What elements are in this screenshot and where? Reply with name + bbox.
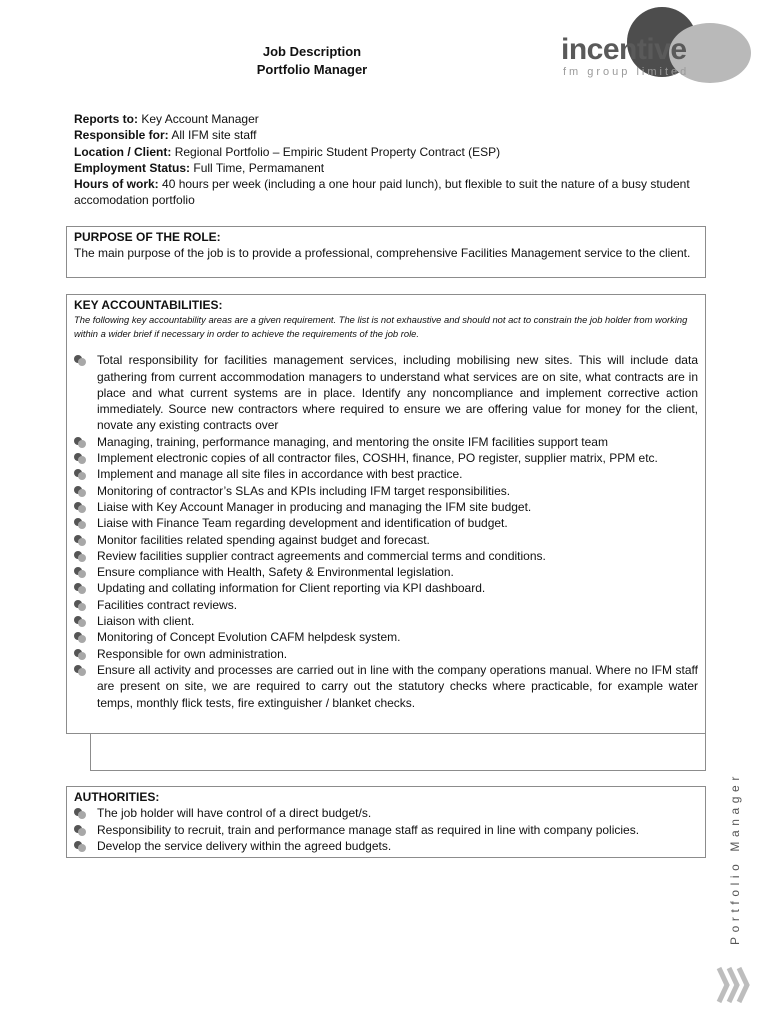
list-item-text: The job holder will have control of a direct budget/s. <box>97 806 372 821</box>
job-details <box>74 111 704 209</box>
detail-value: All IFM site staff <box>171 128 257 143</box>
list-item <box>74 564 698 580</box>
authorities-heading: AUTHORITIES: <box>74 790 160 804</box>
list-item-text: Responsible for own administration. <box>97 646 288 661</box>
purpose-heading: PURPOSE OF THE ROLE: <box>74 230 221 244</box>
bullet-circles-icon <box>74 518 88 529</box>
list-item-text: Managing, training, performance managing, and mentoring the onsite IFM facilities support team <box>97 434 608 449</box>
company-logo <box>557 5 752 83</box>
bullet-circles-icon <box>74 551 88 562</box>
detail-location <box>74 144 704 160</box>
bullet-circles-icon <box>74 665 88 676</box>
list-item-text: Monitoring of Concept Evolution CAFM helpdesk system. <box>97 630 401 645</box>
authorities-list <box>74 805 698 854</box>
list-item <box>74 597 698 613</box>
key-accountabilities-note: The following key accountability areas are a given requirement. The list is not exhaustive and should not act to constrain the job holder from working within a wider brief if necessary in order to achieve the requirements of the job role. <box>74 314 688 339</box>
list-item <box>74 646 698 662</box>
bullet-circles-icon <box>74 616 88 627</box>
list-item <box>74 515 698 531</box>
key-accountabilities-heading: KEY ACCOUNTABILITIES: <box>74 298 223 312</box>
list-item <box>74 450 698 466</box>
detail-label: Reports to: <box>74 112 138 126</box>
detail-hours <box>74 176 704 209</box>
bullet-circles-icon <box>74 583 88 594</box>
bullet-circles-icon <box>74 437 88 448</box>
list-item-text: Implement electronic copies of all contractor files, COSHH, finance, PO register, supplier matrix, PPM etc. <box>97 451 658 466</box>
detail-value: Key Account Manager <box>141 112 259 126</box>
list-item <box>74 613 698 629</box>
list-item <box>74 434 698 450</box>
detail-value: 40 hours per week (including a one hour paid lunch), but flexible to suit the nature of a busy student accomodation portfolio <box>74 177 690 208</box>
list-item-text: Responsibility to recruit, train and performance manage staff as required in line with company policies. <box>97 822 640 837</box>
list-item-text: Liaise with Key Account Manager in producing and managing the IFM site budget. <box>97 499 532 514</box>
logo-subtitle: fm group limited <box>563 66 690 78</box>
bullet-circles-icon <box>74 535 88 546</box>
detail-value: Regional Portfolio – Empiric Student Property Contract (ESP) <box>174 144 501 159</box>
key-accountabilities-list <box>74 352 698 711</box>
list-item-text: Monitoring of contractor’s SLAs and KPIs including IFM target responsibilities. <box>97 483 511 498</box>
bullet-circles-icon <box>74 649 88 660</box>
side-label: Portfolio Manager <box>728 772 742 945</box>
list-item-text: Liaise with Finance Team regarding development and identification of budget. <box>97 516 508 531</box>
list-item <box>74 662 698 711</box>
bullet-circles-icon <box>74 808 88 819</box>
list-item-text: Total responsibility for facilities management services, including mobilising new sites. This will include data gathering from current accommodation managers to understand what services are on site, what contracts are in place and what current systems are in place. Identify any noncompliance and implement corrective action immediately. Source new contractors where required to ensure we are offering value for money for the client, novate any existing contracts over <box>97 353 698 433</box>
detail-employment-status <box>74 160 704 176</box>
detail-label: Employment Status: <box>74 160 191 175</box>
detail-value: Full Time, Permamanent <box>193 160 325 175</box>
list-item-text: Facilities contract reviews. <box>97 597 238 612</box>
list-item-text: Develop the service delivery within the agreed budgets. <box>97 838 392 853</box>
bullet-circles-icon <box>74 486 88 497</box>
key-accountabilities-section <box>66 294 706 734</box>
list-item <box>74 580 698 596</box>
bullet-circles-icon <box>74 453 88 464</box>
list-item-text: Monitor facilities related spending against budget and forecast. <box>97 532 430 547</box>
detail-reports-to <box>74 111 704 127</box>
list-item-text: Liaison with client. <box>97 614 195 629</box>
list-item <box>74 532 698 548</box>
empty-box <box>90 733 706 771</box>
purpose-section <box>66 226 706 278</box>
bullet-circles-icon <box>74 469 88 480</box>
title-line-2: Portfolio Manager <box>256 62 368 77</box>
list-item-text: Implement and manage all site files in accordance with best practice. <box>97 467 463 482</box>
bullet-circles-icon <box>74 825 88 836</box>
list-item <box>74 822 698 838</box>
list-item <box>74 483 698 499</box>
bullet-circles-icon <box>74 632 88 643</box>
purpose-text: The main purpose of the job is to provide a professional, comprehensive Facilities Management service to the client. <box>74 246 691 261</box>
list-item-text: Review facilities supplier contract agreements and commercial terms and conditions. <box>97 548 546 563</box>
document-title <box>212 43 412 79</box>
list-item <box>74 548 698 564</box>
list-item <box>74 466 698 482</box>
list-item <box>74 805 698 821</box>
bullet-circles-icon <box>74 355 88 366</box>
list-item-text: Ensure compliance with Health, Safety & Environmental legislation. <box>97 565 454 580</box>
detail-label: Responsible for: <box>74 128 169 143</box>
authorities-section <box>66 786 706 858</box>
bullet-circles-icon <box>74 841 88 852</box>
bullet-circles-icon <box>74 502 88 513</box>
bullet-circles-icon <box>74 600 88 611</box>
bullet-circles-icon <box>74 567 88 578</box>
list-item <box>74 629 698 645</box>
list-item <box>74 499 698 515</box>
triple-chevron-icon <box>716 960 752 1010</box>
title-line-1: Job Description <box>262 44 362 59</box>
logo-word: incentive <box>561 33 687 66</box>
detail-responsible-for <box>74 127 704 143</box>
list-item-text: Updating and collating information for Client reporting via KPI dashboard. <box>97 581 486 596</box>
list-item <box>74 352 698 433</box>
detail-label: Hours of work: <box>74 177 159 192</box>
detail-label: Location / Client: <box>74 144 172 159</box>
list-item-text: Ensure all activity and processes are carried out in line with the company operations manual. Where no IFM staff are present on site, we are required to carry out the statutory checks where practicable, for example water temps, monthly flick tests, fire extinguisher / blanket checks. <box>97 662 698 710</box>
list-item <box>74 838 698 854</box>
